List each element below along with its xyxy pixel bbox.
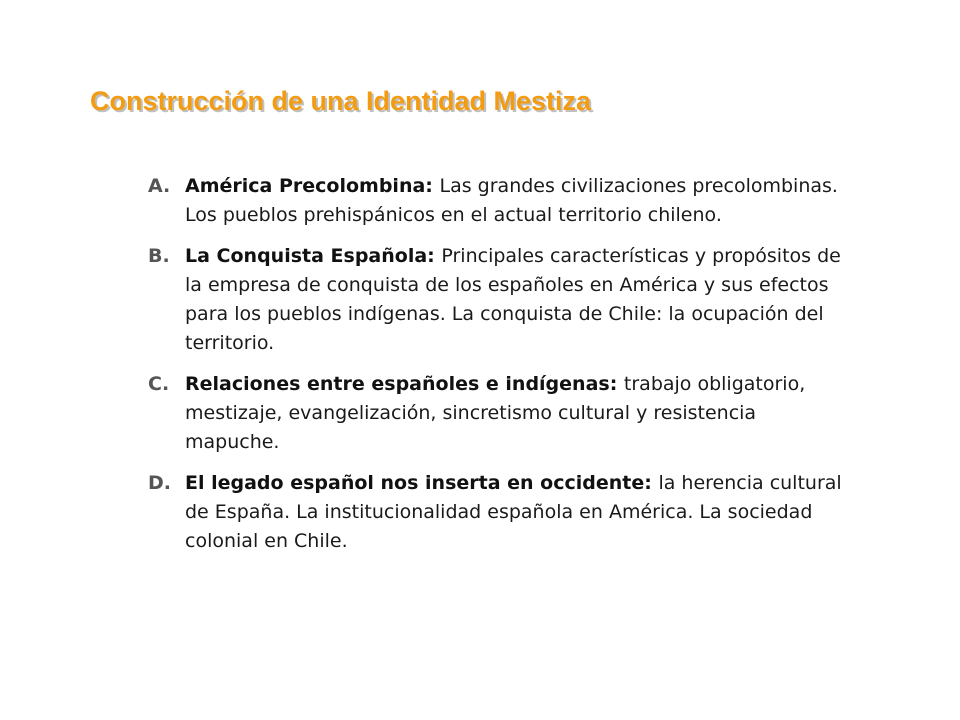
- topic-letter: B.: [148, 245, 170, 267]
- topic-heading: El legado español nos inserta en occidente:: [185, 472, 659, 494]
- topic-item-c: [148, 370, 848, 457]
- topic-item-b: [148, 242, 848, 358]
- topic-body: la herencia cultural de España. La institucionalidad española en América. La sociedad colonial en Chile.: [185, 472, 842, 552]
- topic-body: trabajo obligatorio, mestizaje, evangelización, sincretismo cultural y resistencia mapuche.: [185, 373, 806, 453]
- topic-heading: Relaciones entre españoles e indígenas:: [185, 373, 624, 395]
- slide-title: Construcción de una Identidad Mestiza: [90, 86, 592, 116]
- topic-letter: D.: [148, 472, 171, 494]
- topic-text: [185, 172, 848, 230]
- topic-text: [185, 370, 848, 457]
- topic-text: [185, 469, 848, 556]
- topic-item-a: [148, 172, 848, 230]
- topic-body: Las grandes civilizaciones precolombinas. Los pueblos prehispánicos en el actual territorio chileno.: [185, 175, 838, 226]
- topic-body: Principales características y propósitos de la empresa de conquista de los españoles en América y sus efectos para los pueblos indígenas. La conquista de Chile: la ocupación del territorio.: [185, 245, 841, 354]
- topic-list: [148, 172, 848, 568]
- topic-text: [185, 242, 848, 358]
- topic-letter: A.: [148, 175, 171, 197]
- topic-heading: América Precolombina:: [185, 175, 440, 197]
- topic-item-d: [148, 469, 848, 556]
- topic-heading: La Conquista Española:: [185, 245, 442, 267]
- topic-letter: C.: [148, 373, 170, 395]
